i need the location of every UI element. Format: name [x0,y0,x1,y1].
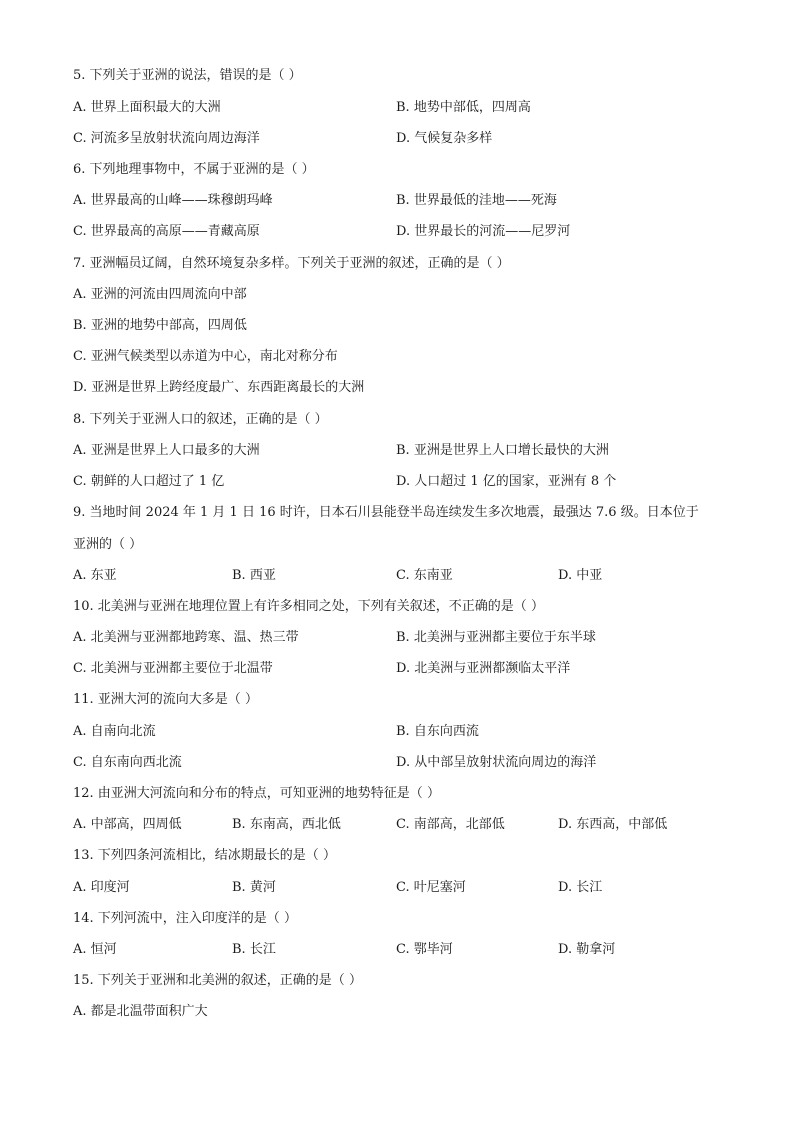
question-8-option-c: C. 朝鲜的人口超过了 1 亿 [73,474,225,489]
question-9-stem-continued: 亚洲的（ ） [73,537,143,552]
question-14-option-b: B. 长江 [232,942,276,957]
question-8-option-a: A. 亚洲是世界上人口最多的大洲 [73,443,260,458]
question-12-option-b: B. 东南高，西北低 [232,817,341,832]
question-7-option-d: D. 亚洲是世界上跨经度最广、东西距离最长的大洲 [73,380,365,395]
question-14-option-c: C. 鄂毕河 [396,942,453,957]
question-10-option-a: A. 北美洲与亚洲都地跨寒、温、热三带 [73,630,299,645]
question-7-option-a: A. 亚洲的河流由四周流向中部 [73,287,247,302]
question-11-option-b: B. 自东向西流 [396,724,479,739]
question-15-stem: 15. 下列关于亚洲和北美洲的叙述，正确的是（ ） [73,973,362,988]
question-8-option-b: B. 亚洲是世界上人口增长最快的大洲 [396,443,609,458]
question-6-stem: 6. 下列地理事物中，不属于亚洲的是（ ） [73,162,315,177]
question-6-option-b: B. 世界最低的洼地——死海 [396,193,557,208]
question-11-stem: 11. 亚洲大河的流向大多是（ ） [73,692,258,707]
question-14-option-a: A. 恒河 [73,942,117,957]
question-5-option-c: C. 河流多呈放射状流向周边海洋 [73,131,260,146]
question-14-stem: 14. 下列河流中，注入印度洋的是（ ） [73,911,297,926]
question-15-option-a: A. 都是北温带面积广大 [73,1004,208,1019]
question-10-option-c: C. 北美洲与亚洲都主要位于北温带 [73,661,273,676]
question-5-option-d: D. 气候复杂多样 [396,131,493,146]
question-5-option-b: B. 地势中部低，四周高 [396,100,531,115]
question-13-option-a: A. 印度河 [73,880,130,895]
question-13-option-d: D. 长江 [558,880,603,895]
question-12-option-a: A. 中部高，四周低 [73,817,182,832]
question-10-option-b: B. 北美洲与亚洲都主要位于东半球 [396,630,596,645]
question-7-option-c: C. 亚洲气候类型以赤道为中心，南北对称分布 [73,349,338,364]
question-10-option-d: D. 北美洲与亚洲都濒临太平洋 [396,661,571,676]
question-5-stem: 5. 下列关于亚洲的说法，错误的是（ ） [73,68,302,83]
question-8-option-d: D. 人口超过 1 亿的国家，亚洲有 8 个 [396,474,617,489]
question-7-option-b: B. 亚洲的地势中部高，四周低 [73,318,247,333]
question-8-stem: 8. 下列关于亚洲人口的叙述，正确的是（ ） [73,412,328,427]
question-13-stem: 13. 下列四条河流相比，结冰期最长的是（ ） [73,848,336,863]
question-9-option-d: D. 中亚 [558,568,603,583]
question-13-option-c: C. 叶尼塞河 [396,880,466,895]
question-6-option-d: D. 世界最长的河流——尼罗河 [396,224,571,239]
question-14-option-d: D. 勒拿河 [558,942,616,957]
question-12-option-d: D. 东西高，中部低 [558,817,668,832]
question-9-stem: 9. 当地时间 2024 年 1 月 1 日 16 时许，日本石川县能登半岛连续发生多次地震，最强达 7.6 级。日本位于 [73,505,699,520]
question-6-option-a: A. 世界最高的山峰——珠穆朗玛峰 [73,193,273,208]
question-11-option-a: A. 自南向北流 [73,724,156,739]
question-5-option-a: A. 世界上面积最大的大洲 [73,100,221,115]
question-9-option-b: B. 西亚 [232,568,276,583]
question-11-option-d: D. 从中部呈放射状流向周边的海洋 [396,755,597,770]
question-9-option-a: A. 东亚 [73,568,117,583]
question-13-option-b: B. 黄河 [232,880,276,895]
question-9-option-c: C. 东南亚 [396,568,453,583]
question-12-stem: 12. 由亚洲大河流向和分布的特点，可知亚洲的地势特征是（ ） [73,786,440,801]
question-7-stem: 7. 亚洲幅员辽阔，自然环境复杂多样。下列关于亚洲的叙述，正确的是（ ） [73,256,510,271]
question-10-stem: 10. 北美洲与亚洲在地理位置上有许多相同之处，下列有关叙述，不正确的是（ ） [73,599,544,614]
question-6-option-c: C. 世界最高的高原——青藏高原 [73,224,260,239]
question-11-option-c: C. 自东南向西北流 [73,755,182,770]
question-12-option-c: C. 南部高，北部低 [396,817,505,832]
